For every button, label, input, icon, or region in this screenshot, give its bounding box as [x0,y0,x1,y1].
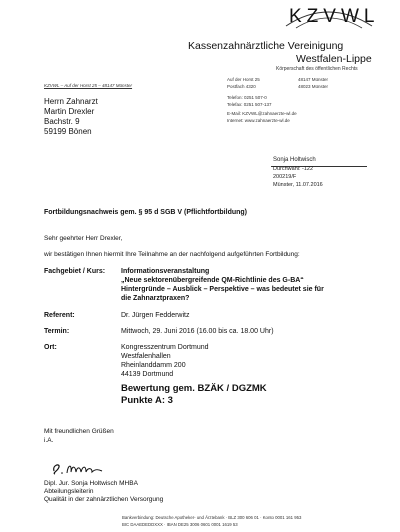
recipient-line4: 59199 Bönen [44,127,92,136]
closing-ia: i.A. [44,437,54,444]
course-line1: Informationsveranstaltung [121,268,210,275]
contact-internet: Internet: www.zahnaerzte-wl.de [227,118,290,123]
contact-phone: Telefon: 0251 507-0 [227,95,267,100]
course-line4: die Zahnarztpraxen? [121,295,190,302]
signatory-department: Qualität in der zahnärztlichen Versorgung [44,496,164,503]
date-label: Termin: [44,328,70,335]
place-line4: 44139 Dortmund [121,371,174,378]
contact-address-city: 48147 Münster [298,77,329,82]
contact-address: Auf der Horst 25 [227,77,260,82]
salutation: Sehr geehrter Herr Drexler, [44,235,123,242]
date-value: Mittwoch, 29. Juni 2016 (16.00 bis ca. 18.00 Uhr) [121,328,274,335]
signatory-role: Abteilungsleiterin [44,488,94,495]
place-date: Münster, 11.07.2016 [273,182,323,188]
recipient-line3: Bachstr. 9 [44,117,80,126]
recipient-line2: Martin Drexler [44,107,95,116]
contact-postbox: Postfach 4320 [227,84,256,89]
recipient-line1: Herrn Zahnarzt [44,97,98,106]
rating-points: Punkte A: 3 [121,395,173,406]
case-handler-name: Sonja Holtwisch [273,157,316,163]
case-handler-durchwahl: Durchwahl: -122 [273,166,314,172]
org-name-line2: Westfalen-Lippe [296,53,372,65]
place-line3: Rheinlanddamm 200 [121,362,186,369]
intro-paragraph: wir bestätigen Ihnen hiermit Ihre Teilnahme an der nachfolgend aufgeführten Fortbildung: [44,251,300,258]
speaker-value: Dr. Jürgen Fedderwitz [121,312,190,319]
course-label: Fachgebiet / Kurs: [44,268,106,275]
signatory-name: Dipl. Jur. Sonja Holtwisch MHBA [44,480,138,487]
letter-subject: Fortbildungsnachweis gem. § 95 d SGB V (Pflichtfortbildung) [44,209,248,216]
place-line1: Kongresszentrum Dortmund [121,344,209,351]
case-handler-block [271,157,376,193]
contact-fax: Telefax: 0251 507-137 [227,102,272,107]
case-reference: 200219/F [273,174,297,180]
org-subtitle: Körperschaft des öffentlichen Rechts [276,66,358,72]
rating-title: Bewertung gem. BZÄK / DGZMK [121,383,267,394]
footer-bank-line2: BIC DAAEDEDDXXX · IBAN DE25 3006 0601 0001 1619 53 [122,522,238,527]
place-line2: Westfalenhallen [121,353,171,360]
place-label: Ort: [44,344,57,351]
course-line3: Hintergründe – Ausblick – Perspektive – was bedeutet sie für [121,286,324,293]
closing-greeting: Mit freundlichen Grüßen [44,428,114,435]
sender-return-line: KZVWL – Auf der Horst 25 – 48147 Münster [44,83,133,88]
course-line2: „Neue sektorenübergreifende QM-Richtlinie des G-BA“ [121,277,304,284]
handwritten-signature [50,459,110,477]
kzvwl-logo-text: KZVWL [289,6,380,27]
footer-bank-line1: Bankverbindung: Deutsche Apotheker- und Ärztebank · BLZ 300 606 01 · Konto 0001 161 953 [122,515,302,520]
contact-email: E-Mail: KZVWL@zahnaerzte-wl.de [227,111,297,116]
org-name-line1: Kassenzahnärztliche Vereinigung [188,40,344,52]
speaker-label: Referent: [44,312,75,319]
contact-postbox-city: 48023 Münster [298,84,329,89]
